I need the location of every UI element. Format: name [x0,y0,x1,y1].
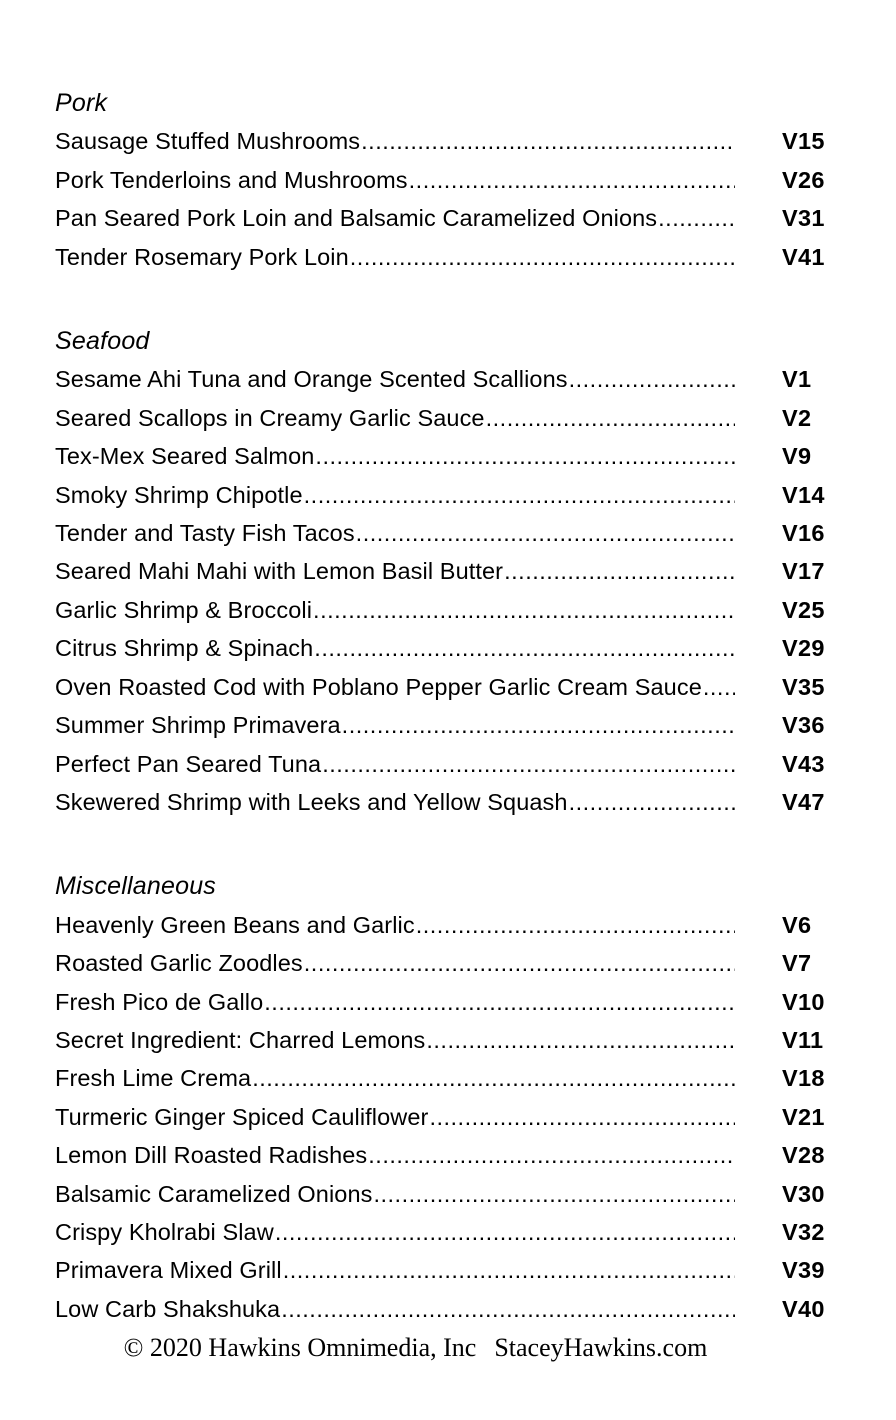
dot-leader [361,122,735,160]
section-miscellaneous [55,867,846,1328]
toc-row [55,906,846,944]
recipe-name: Roasted Garlic Zoodles [55,950,303,977]
page-number: V10 [782,988,825,1015]
dot-leader [368,1136,735,1174]
dot-leader [350,238,735,276]
toc-row [55,1290,846,1328]
dot-leader [703,668,735,706]
dot-leader [486,399,735,437]
page-number: V2 [782,404,812,431]
recipe-name: Pork Tenderloins and Mushrooms [55,166,408,193]
recipe-name: Sesame Ahi Tuna and Orange Scented Scallions [55,366,568,393]
toc [55,84,846,1328]
toc-row [55,199,846,237]
toc-row [55,122,846,160]
toc-row [55,745,846,783]
section-rows [55,360,846,821]
recipe-name: Seared Mahi Mahi with Lemon Basil Butter [55,558,504,585]
recipe-name: Turmeric Ginger Spiced Cauliflower [55,1103,429,1130]
section-title: Miscellaneous [55,872,217,901]
toc-row [55,1251,846,1289]
dot-leader [356,514,735,552]
toc-row [55,1098,846,1136]
page-number: V16 [782,520,825,547]
recipe-name: Balsamic Caramelized Onions [55,1180,373,1207]
toc-row [55,1213,846,1251]
page-number: V17 [782,558,825,585]
toc-row [55,399,846,437]
dot-leader [283,1251,735,1289]
section-title: Seafood [55,327,150,356]
recipe-name: Smoky Shrimp Chipotle [55,481,303,508]
toc-row [55,668,846,706]
dot-leader [342,706,735,744]
toc-row [55,1175,846,1213]
toc-row [55,514,846,552]
page-number: V35 [782,673,825,700]
page-number: V47 [782,788,825,815]
toc-row [55,706,846,744]
toc-row [55,161,846,199]
dot-leader [304,476,735,514]
recipe-name: Tex-Mex Seared Salmon [55,443,315,470]
section-rows [55,906,846,1328]
page-number: V29 [782,635,825,662]
page-number: V25 [782,596,825,623]
toc-row [55,1059,846,1097]
page-number: V36 [782,712,825,739]
dot-leader [314,629,735,667]
dot-leader [281,1290,735,1328]
page-number: V43 [782,750,825,777]
page-number: V14 [782,481,825,508]
recipe-name: Secret Ingredient: Charred Lemons [55,1026,426,1053]
section-title: Pork [55,89,108,117]
toc-row [55,238,846,276]
dot-leader [504,552,735,590]
toc-row [55,944,846,982]
recipe-name: Primavera Mixed Grill [55,1257,282,1284]
page-number: V21 [782,1103,825,1130]
dot-leader [409,161,735,199]
recipe-name: Garlic Shrimp & Broccoli [55,596,313,623]
toc-row [55,1136,846,1174]
section-seafood [55,322,846,821]
section-pork [55,84,846,276]
page-number: V32 [782,1218,825,1245]
toc-row [55,983,846,1021]
dot-leader [658,199,735,237]
dot-leader [275,1213,735,1251]
dot-leader [373,1175,735,1213]
website-text: StaceyHawkins.com [494,1333,708,1363]
page-number: V26 [782,166,825,193]
recipe-name: Low Carb Shakshuka [55,1295,281,1322]
recipe-name: Tender Rosemary Pork Loin [55,243,349,270]
dot-leader [304,944,735,982]
page-number: V39 [782,1257,825,1284]
recipe-name: Lemon Dill Roasted Radishes [55,1142,368,1169]
toc-row [55,591,846,629]
dot-leader [569,360,735,398]
page-number: V41 [782,243,825,270]
toc-row [55,437,846,475]
recipe-name: Pan Seared Pork Loin and Balsamic Caramelized Onions [55,205,658,232]
dot-leader [252,1059,735,1097]
toc-row [55,783,846,821]
toc-row [55,552,846,590]
page-number: V1 [782,366,812,393]
page-number: V7 [782,950,812,977]
recipe-name: Seared Scallops in Creamy Garlic Sauce [55,404,485,431]
dot-leader [416,906,735,944]
recipe-name: Crispy Kholrabi Slaw [55,1218,274,1245]
dot-leader [569,783,735,821]
dot-leader [315,437,735,475]
recipe-name: Fresh Lime Crema [55,1065,252,1092]
page-number: V28 [782,1142,825,1169]
dot-leader [429,1098,735,1136]
page-number: V40 [782,1295,825,1322]
recipe-name: Tender and Tasty Fish Tacos [55,520,355,547]
page-footer [55,1330,846,1366]
page-number: V15 [782,128,825,155]
section-rows [55,122,846,276]
toc-row [55,476,846,514]
recipe-name: Citrus Shrimp & Spinach [55,635,314,662]
dot-leader [313,591,735,629]
dot-leader [264,983,735,1021]
recipe-name: Heavenly Green Beans and Garlic [55,911,415,938]
recipe-name: Sausage Stuffed Mushrooms [55,128,361,155]
recipe-name: Summer Shrimp Primavera [55,712,341,739]
page-number: V11 [782,1026,824,1053]
page-number: V31 [782,205,825,232]
dot-leader [426,1021,735,1059]
page-number: V9 [782,443,812,470]
toc-row [55,629,846,667]
page-number: V6 [782,911,812,938]
toc-row [55,360,846,398]
recipe-name: Oven Roasted Cod with Poblano Pepper Garlic Cream Sauce [55,673,702,700]
recipe-name: Skewered Shrimp with Leeks and Yellow Squash [55,788,568,815]
page-number: V30 [782,1180,825,1207]
dot-leader [322,745,735,783]
recipe-name: Fresh Pico de Gallo [55,988,264,1015]
recipe-name: Perfect Pan Seared Tuna [55,750,322,777]
toc-row [55,1021,846,1059]
copyright-text: © 2020 Hawkins Omnimedia, Inc [123,1333,477,1363]
page-number: V18 [782,1065,825,1092]
